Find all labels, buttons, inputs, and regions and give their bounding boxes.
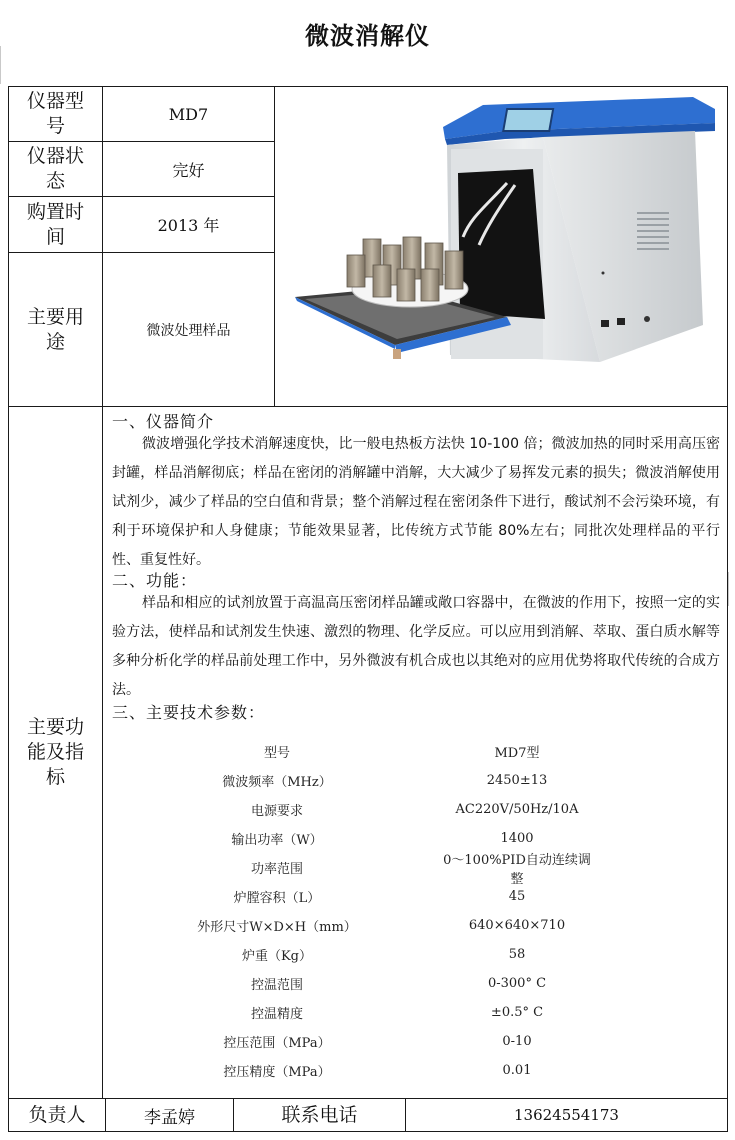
spec-row	[112, 911, 720, 940]
label-function: 主要功能及指标	[26, 716, 84, 788]
value-model: MD7	[168, 104, 209, 124]
spec-value: AC220V/50Hz/10A	[455, 802, 579, 817]
spec-value: 0-300° C	[487, 976, 547, 991]
spec-row	[112, 969, 720, 998]
spec-key: 外形尺寸W×D×H（mm）	[197, 920, 357, 935]
spec-key: 控温范围	[250, 978, 303, 993]
value-owner: 李孟婷	[144, 1107, 195, 1128]
microwave-digester-illustration	[275, 87, 727, 406]
spec-key: 功率范围	[250, 862, 303, 877]
label-usage: 主要用途	[26, 305, 84, 353]
heading-specs: 三、主要技术参数：	[112, 703, 266, 722]
spec-key: 输出功率（W）	[231, 833, 323, 848]
spec-value: 58	[508, 947, 526, 962]
spec-row	[112, 1056, 720, 1085]
spec-value: 45	[508, 889, 526, 904]
table-rule	[8, 406, 728, 407]
spec-key: 控压范围（MPa）	[223, 1036, 331, 1051]
spec-key: 控压精度（MPa）	[223, 1065, 331, 1080]
spec-row	[112, 852, 720, 887]
paragraph-function: 样品和相应的试剂放置于高温高压密闭样品罐或敞口容器中，在微波的作用下，按照一定的实验方法，使样品和试剂发生快速、激烈的物理、化学反应。可以应用到消解、萃取、蛋白质水解等多种分析化学的样品前处理工作中，另外微波有机合成也以其绝对的应用优势将取代传统的合成方法。	[112, 595, 720, 698]
table-border-bottom	[8, 1131, 728, 1132]
spec-key: 型号	[263, 746, 290, 761]
spec-list	[112, 737, 720, 1085]
spec-value: MD7型	[494, 746, 540, 761]
spec-value: 0.01	[502, 1063, 532, 1078]
spec-row	[112, 766, 720, 795]
label-model: 仪器型号	[26, 90, 84, 137]
value-phone: 13624554173	[514, 1106, 619, 1124]
value-purchase: 2013 年	[157, 216, 220, 235]
table-border-right	[727, 86, 728, 1132]
spec-value: 1400	[500, 831, 534, 846]
device-photo	[275, 87, 727, 406]
edge-mark	[728, 572, 729, 606]
value-usage: 微波处理样品	[146, 322, 231, 339]
paragraph-intro: 微波增强化学技术消解速度快，比一般电热板方法快 10-100 倍；微波加热的同时采用高压密封罐，样品消解彻底；样品在密闭的消解罐中消解，大大减少了易挥发元素的损失；微波消解使用试剂少，减少了样品的空白值和背景；整个消解过程在密闭条件下进行，酸试剂不会污染环境，有利于环境保护和人身健康；节能效果显著，比传统方式节能 80%左右；同批次处理样品的平行性、重复性好。	[112, 436, 720, 568]
heading-function: 二、功能：	[112, 571, 198, 590]
spec-value: ±0.5° C	[490, 1005, 544, 1020]
label-phone: 联系电话	[281, 1103, 358, 1126]
spec-row	[112, 824, 720, 853]
heading-intro: 一、仪器简介	[112, 412, 215, 431]
spec-row	[112, 998, 720, 1027]
page-title: 微波消解仪	[305, 21, 430, 50]
label-purchase: 购置时间	[26, 200, 84, 248]
spec-value: 2450±13	[486, 773, 548, 788]
spec-key: 炉膛容积（L）	[233, 891, 321, 906]
spec-row	[112, 940, 720, 969]
spec-key: 电源要求	[250, 804, 303, 819]
label-owner: 负责人	[28, 1103, 86, 1126]
spec-row	[112, 1027, 720, 1056]
spec-key: 炉重（Kg）	[241, 949, 313, 964]
value-status: 完好	[172, 160, 205, 180]
label-status: 仪器状态	[26, 145, 84, 192]
spec-row	[112, 882, 720, 911]
spec-key: 微波频率（MHz）	[222, 775, 332, 790]
spec-key: 控温精度	[250, 1007, 303, 1022]
spec-value: 0～100%PID自动连续调整	[443, 852, 591, 887]
spec-row	[112, 795, 720, 824]
spec-value: 640×640×710	[468, 918, 566, 933]
spec-value: 0-10	[502, 1034, 532, 1049]
edge-mark	[0, 46, 1, 84]
spec-row	[112, 737, 720, 766]
